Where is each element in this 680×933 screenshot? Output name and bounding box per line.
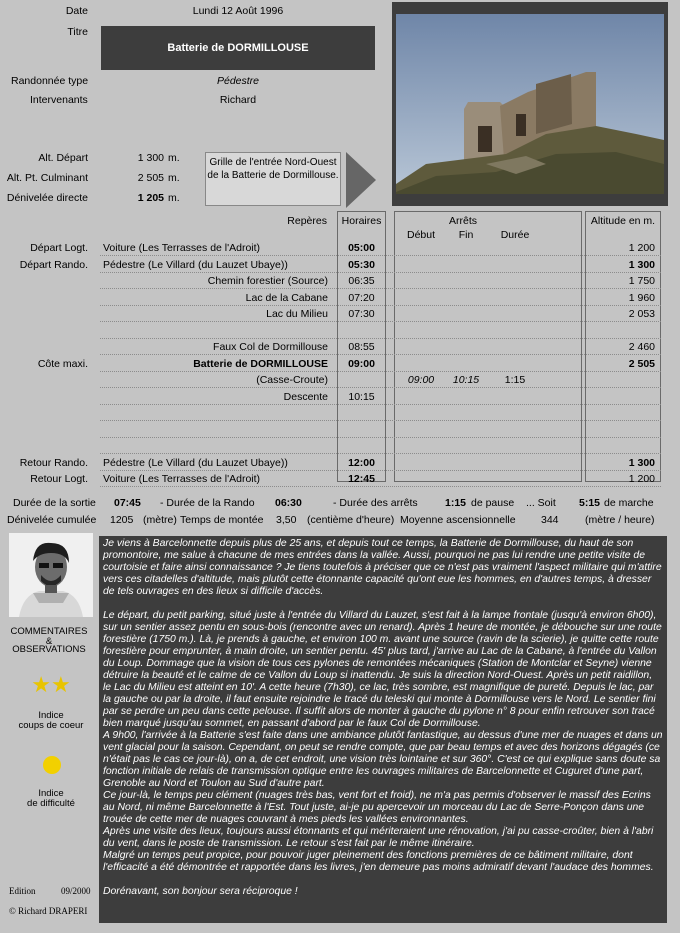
row-label: Côte maxi. — [37, 358, 88, 370]
date-value: Lundi 12 Août 1996 — [192, 5, 284, 17]
row-fin: 10:15 — [452, 374, 480, 386]
row-divider — [100, 453, 661, 454]
rando-value: 06:30 — [275, 497, 302, 509]
comment-paragraph — [103, 874, 663, 886]
row-alt: 2 460 — [628, 341, 655, 353]
soit-value: 5:15 — [579, 497, 601, 509]
marche-label: de marche — [604, 497, 654, 509]
arrets-value: 1:15 — [445, 497, 467, 509]
comment-paragraph: Malgré un temps peut propice, pour pouvoir juger pleinement des fonctions premières de ce bâtiment militaire, dont l'efficacité a été démontrée et rapportée dans les livres, j'en demeure pas moins admiratif devant l'audace des hommes. — [103, 850, 654, 873]
sortie-label: Durée de la sortie — [13, 497, 96, 509]
row-place: Lac du Milieu — [266, 308, 328, 320]
row-divider — [100, 288, 661, 289]
alt-drop-value: 1 205 — [137, 192, 164, 204]
row-label: Retour Logt. — [30, 473, 88, 485]
page-title: Batterie de DORMILLOUSE — [101, 26, 375, 70]
row-time: 07:30 — [348, 308, 375, 320]
moyenne-unit: (mètre / heure) — [585, 514, 655, 526]
row-divider — [100, 371, 661, 372]
row-divider — [100, 321, 661, 322]
date-label: Date — [65, 5, 88, 17]
row-divider — [100, 354, 661, 355]
alt-start-label: Alt. Départ — [38, 152, 88, 164]
row-place: (Casse-Croute) — [256, 374, 328, 386]
cumul-label: Dénivelée cumulée — [7, 514, 97, 526]
alt-start-value: 1 300 — [137, 152, 164, 164]
row-alt: 1 300 — [628, 259, 655, 271]
diff-line2: de difficulté — [27, 798, 75, 809]
head-debut: Début — [406, 229, 436, 241]
row-divider — [100, 305, 661, 306]
montee-value: 3,50 — [276, 514, 297, 526]
edition-label: Edition — [9, 886, 36, 896]
row-divider — [100, 437, 661, 438]
row-place: Pédestre (Le Villard (du Lauzet Ubaye)) — [103, 457, 288, 469]
row-time: 10:15 — [348, 391, 375, 403]
row-time: 08:55 — [348, 341, 375, 353]
row-time: 12:00 — [348, 457, 375, 469]
comment-paragraph: Je viens à Barcelonnette depuis plus de 25 ans, et depuis tout ce temps, la Batterie de Dormillouse, du haut de son promontoire, me salue à chacune de mes entrées dans la vallée. Aussi, pourquoi ne pas lui rendre une petite visite de courtoisie et faire ainsi connaissance ? Je tiens toutefois à préciser que ce n'est pas vraiment l'aspect militaire qui m'attire vers ces citadelles d'altitude, mais plutôt cette étonnante capacité qu'ont eue les hommes, en d'autres temps, à dresser de tels ouvrages en des lieux si difficile d'accès. — [103, 538, 662, 597]
alt-peak-label: Alt. Pt. Culminant — [6, 172, 88, 184]
copyright: © Richard DRAPERI — [9, 906, 88, 916]
alt-peak-unit: m. — [168, 172, 180, 184]
row-place: Pédestre (Le Villard (du Lauzet Ubaye)) — [103, 259, 288, 271]
row-alt: 1 200 — [628, 242, 655, 254]
head-duree: Durée — [500, 229, 530, 241]
row-divider — [100, 470, 661, 471]
row-time: 06:35 — [348, 275, 375, 287]
soit-label: ... Soit — [526, 497, 556, 509]
alt-drop-label: Dénivelée directe — [6, 192, 88, 204]
row-alt: 1 200 — [628, 473, 655, 485]
row-duree: 1:15 — [504, 374, 526, 386]
row-debut: 09:00 — [407, 374, 435, 386]
type-label: Randonnée type — [11, 75, 89, 87]
comment-paragraph: Dorénavant, son bonjour sera réciproque ! — [103, 886, 298, 897]
edition-value: 09/2000 — [61, 886, 91, 896]
title-label: Titre — [67, 26, 88, 38]
comment-paragraph: Ce jour-là, le temps peu clément (nuages très bas, vent fort et froid), ne m'a pas permis d'observer le massif des Ecrins au Nord, ni même Barcelonnette à l'Est. Tout juste, ai-je pu apercevoir un morceau du Lac de Serre-Ponçon dans une trouée de cette mer de nuages couvrant à mes pieds les vallées environnantes. — [103, 790, 651, 825]
type-value: Pédestre — [216, 75, 260, 87]
author-portrait — [9, 533, 93, 617]
moyenne-label: Moyenne ascensionnelle — [400, 514, 516, 526]
people-label: Intervenants — [30, 94, 88, 106]
alt-peak-value: 2 505 — [137, 172, 164, 184]
row-divider — [100, 420, 661, 421]
row-divider — [100, 486, 661, 487]
head-fin: Fin — [458, 229, 474, 241]
coeur-line2: coups de coeur — [18, 720, 84, 731]
head-horaires: Horaires — [341, 215, 382, 227]
head-altitude: Altitude en m. — [590, 215, 656, 227]
cumul-unit: (mètre) — [143, 514, 177, 526]
head-reperes: Repères — [287, 215, 327, 227]
arrets-column — [394, 211, 582, 482]
row-label: Départ Logt. — [30, 242, 88, 254]
sortie-value: 07:45 — [114, 497, 141, 509]
row-place: Voiture (Les Terrasses de l'Adroit) — [103, 242, 261, 254]
difficulty-dot-icon — [43, 756, 61, 774]
row-place: Descente — [283, 391, 328, 403]
row-time: 09:00 — [348, 358, 375, 370]
row-place: Batterie de DORMILLOUSE — [193, 358, 328, 370]
row-alt: 1 960 — [628, 292, 655, 304]
comment-paragraph: A 9h00, l'arrivée à la Batterie s'est faite dans une ambiance plutôt fantastique, au dessus d'une mer de nuages et dans un vent glacial pour la saison. Cependant, on peut se rendre compte, que par beau temps et avec des horizons dégagés (ce n'était pas le cas ce jour-là), on a, de cet endroit, une vision très lointaine et sur 360°. C'est ce qui explique sans doute sa fonction initiale de relais de transmission optique entre les ouvrages militaires de Barcelonnette et Cuguret d'une part, Grenoble au Nord et Toulon au Sud d'autre part. — [103, 730, 663, 789]
row-alt: 2 505 — [628, 358, 655, 370]
row-alt: 1 750 — [628, 275, 655, 287]
row-alt: 1 300 — [628, 457, 655, 469]
alt-start-unit: m. — [168, 152, 180, 164]
cumul-value: 1205 — [110, 514, 134, 526]
diff-line1: Indice — [38, 788, 64, 799]
row-divider — [100, 255, 661, 256]
montee-label: Temps de montée — [180, 514, 264, 526]
row-alt: 2 053 — [628, 308, 655, 320]
rando-label: - Durée de la Rando — [160, 497, 255, 509]
row-label: Départ Rando. — [19, 259, 88, 271]
coeur-line1: Indice — [38, 710, 64, 721]
comment-paragraph — [103, 598, 663, 610]
comments-line1: COMMENTAIRES — [10, 626, 88, 637]
photo-caption: Grille de l'entrée Nord-Ouest de la Batterie de Dormillouse. — [205, 152, 341, 206]
comment-paragraph: Après une visite des lieux, toujours aussi étonnants et qui mériteraient une rénovation, j'ai pu casse-croûter, bien à l'abri du vent, dans le poste de transmission. Le retour s'est fait par le même itinéraire. — [103, 826, 654, 849]
row-divider — [100, 387, 661, 388]
montee-unit: (centième d'heure) — [307, 514, 395, 526]
row-time: 07:20 — [348, 292, 375, 304]
row-place: Faux Col de Dormillouse — [213, 341, 328, 353]
arrow-right-icon — [346, 152, 376, 208]
pause-label: de pause — [471, 497, 515, 509]
comments-text — [99, 536, 667, 923]
people-value: Richard — [219, 94, 257, 106]
comments-line2: & — [45, 636, 53, 647]
fortress-photo — [392, 2, 668, 206]
comments-line3: OBSERVATIONS — [12, 644, 86, 655]
row-label: Retour Rando. — [19, 457, 88, 469]
row-time: 05:00 — [348, 242, 375, 254]
row-time: 12:45 — [348, 473, 375, 485]
row-time: 05:30 — [348, 259, 375, 271]
row-divider — [100, 272, 661, 273]
alt-drop-unit: m. — [168, 192, 180, 204]
head-arrets: Arrêts — [448, 215, 477, 227]
row-divider — [100, 338, 661, 339]
arrets-label: - Durée des arrêts — [333, 497, 418, 509]
row-place: Chemin forestier (Source) — [207, 275, 328, 287]
moyenne-value: 344 — [541, 514, 559, 526]
comment-paragraph: Le départ, du petit parking, situé juste à l'entrée du Villard du Lauzet, s'est fait à la lampe frontale (jusqu'à environ 6h00), sur un sentier assez pentu en sous-bois (rencontre avec un renard). Après 1 heure de montée, je débouche sur une route forestière (1750 m.). Là, je prends à gauche, et environ 100 m. avant une source (ravin de la scierie), je quitte cette route forestière pour emprunter, à main droite, un sentier pentu. 45' plus tard, j'arrive au Lac de la Cabane, à l'entrée du Vallon du Loup. Dommage que la vision de tous ces pylones de remontées mécaniques (Station de Montclar et Seyne) vienne détruire la beauté et le calme de ce Vallon du Loup si inattendu. Je suis la direction Nord-Ouest. Après un petit raidillon, le Lac du Milieu est atteint en 10'. A cette heure (7h30), ce lac, très sombre, est magnifique de pureté. Depuis le lac, par la gauche ou par la droite, il faut ensuite rejoindre le tracé du teleski qui monte à Dormillouse vers le Nord. Le sentier fini par se perdre un peu dans cette pelouse. Il suffit alors de monter à gauche du pylone n° 8 pour enfin retrouver son tracé bien marqué jusqu'au sommet, en passant d'abord par le faux Col de Dormillouse. — [103, 610, 662, 729]
star-rating-icon: ★★ — [31, 672, 71, 697]
row-divider — [100, 404, 661, 405]
row-place: Voiture (Les Terrasses de l'Adroit) — [103, 473, 261, 485]
row-place: Lac de la Cabane — [245, 292, 328, 304]
